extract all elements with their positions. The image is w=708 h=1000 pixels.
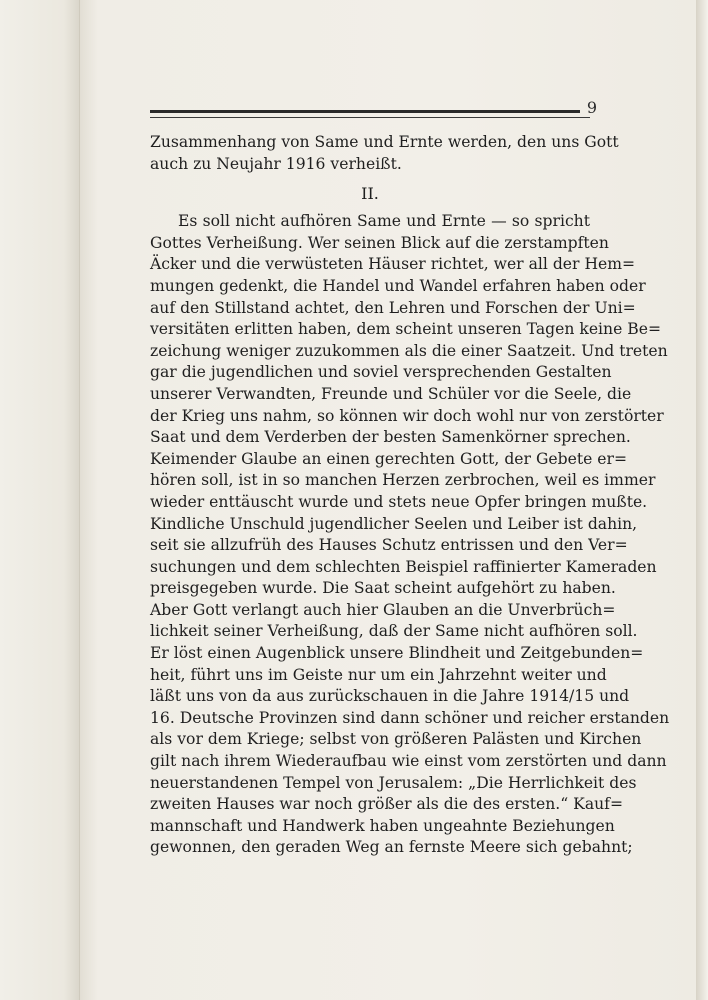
text-line: als vor dem Kriege; selbst von größeren Palästen und Kirchen xyxy=(150,730,642,749)
intro-paragraph xyxy=(150,132,619,175)
text-line: Saat und dem Verderben der besten Samenkörner sprechen. xyxy=(150,428,631,447)
header-rule-thin xyxy=(150,117,590,118)
text-line: Zusammenhang von Same und Ernte werden, den uns Gott xyxy=(150,133,619,151)
text-line: seit sie allzufrüh des Hauses Schutz entrissen und den Ver= xyxy=(150,536,628,555)
header-rule-thick xyxy=(150,110,580,113)
page-number: 9 xyxy=(586,98,597,117)
text-line: auch zu Neujahr 1916 verheißt. xyxy=(150,154,402,173)
text-line: Äcker und die verwüsteten Häuser richtet, wer all der Hem= xyxy=(150,255,636,274)
text-line: der Krieg uns nahm, so können wir doch wohl nur von zerstörter xyxy=(150,406,664,425)
text-line: gar die jugendlichen und soviel versprechenden Gestalten xyxy=(150,363,612,382)
text-line: hören soll, ist in so manchen Herzen zerbrochen, weil es immer xyxy=(150,471,656,490)
text-line: Es soll nicht aufhören Same und Ernte — so spricht xyxy=(178,212,590,231)
text-line: heit, führt uns im Geiste nur um ein Jahrzehnt weiter und xyxy=(150,665,607,684)
text-line: wieder enttäuscht wurde und stets neue Opfer bringen mußte. xyxy=(150,492,648,511)
text-line: läßt uns von da aus zurückschauen in die Jahre 1914/15 und xyxy=(150,687,630,706)
body-paragraph xyxy=(150,211,670,859)
text-line: versitäten erlitten haben, dem scheint unseren Tagen keine Be= xyxy=(150,320,662,339)
text-line: preisgegeben wurde. Die Saat scheint aufgehört zu haben. xyxy=(150,579,616,598)
text-line: 16. Deutsche Provinzen sind dann schöner und reicher erstanden xyxy=(150,708,670,727)
text-line: lichkeit seiner Verheißung, daß der Same nicht aufhören soll. xyxy=(150,622,638,641)
text-line: Er löst einen Augenblick unsere Blindheit und Zeitgebunden= xyxy=(150,644,644,663)
text-line: Kindliche Unschuld jugendlicher Seelen und Leiber ist dahin, xyxy=(150,514,638,533)
text-line: unserer Verwandten, Freunde und Schüler vor die Seele, die xyxy=(150,384,632,403)
page-edge-shadow xyxy=(696,0,708,1000)
text-line: gilt nach ihrem Wiederaufbau wie einst vom zerstörten und dann xyxy=(150,752,667,771)
previous-page-edge xyxy=(0,0,80,1000)
text-line: gewonnen, den geraden Weg an fernste Meere sich gebahnt; xyxy=(150,838,633,857)
text-line: auf den Stillstand achtet, den Lehren und Forschen der Uni= xyxy=(150,298,636,317)
text-line: Keimender Glaube an einen gerechten Gott, der Gebete er= xyxy=(150,449,628,468)
text-line: Aber Gott verlangt auch hier Glauben an die Unverbrüch= xyxy=(150,600,616,619)
text-line: Gottes Verheißung. Wer seinen Blick auf die zerstampften xyxy=(150,233,609,252)
text-line: neuerstandenen Tempel von Jerusalem: „Die Herrlichkeit des xyxy=(150,773,637,792)
section-heading: II. xyxy=(361,184,379,204)
text-line: mannschaft und Handwerk haben ungeahnte Beziehungen xyxy=(150,816,615,835)
text-line: zeichung weniger zuzukommen als die einer Saatzeit. Und treten xyxy=(150,341,668,360)
text-line: zweiten Hauses war noch größer als die des ersten.“ Kauf= xyxy=(150,795,624,814)
page-text xyxy=(150,132,670,859)
text-line: mungen gedenkt, die Handel und Wandel erfahren haben oder xyxy=(150,276,646,295)
text-line: suchungen und dem schlechten Beispiel raffinierter Kameraden xyxy=(150,557,657,576)
